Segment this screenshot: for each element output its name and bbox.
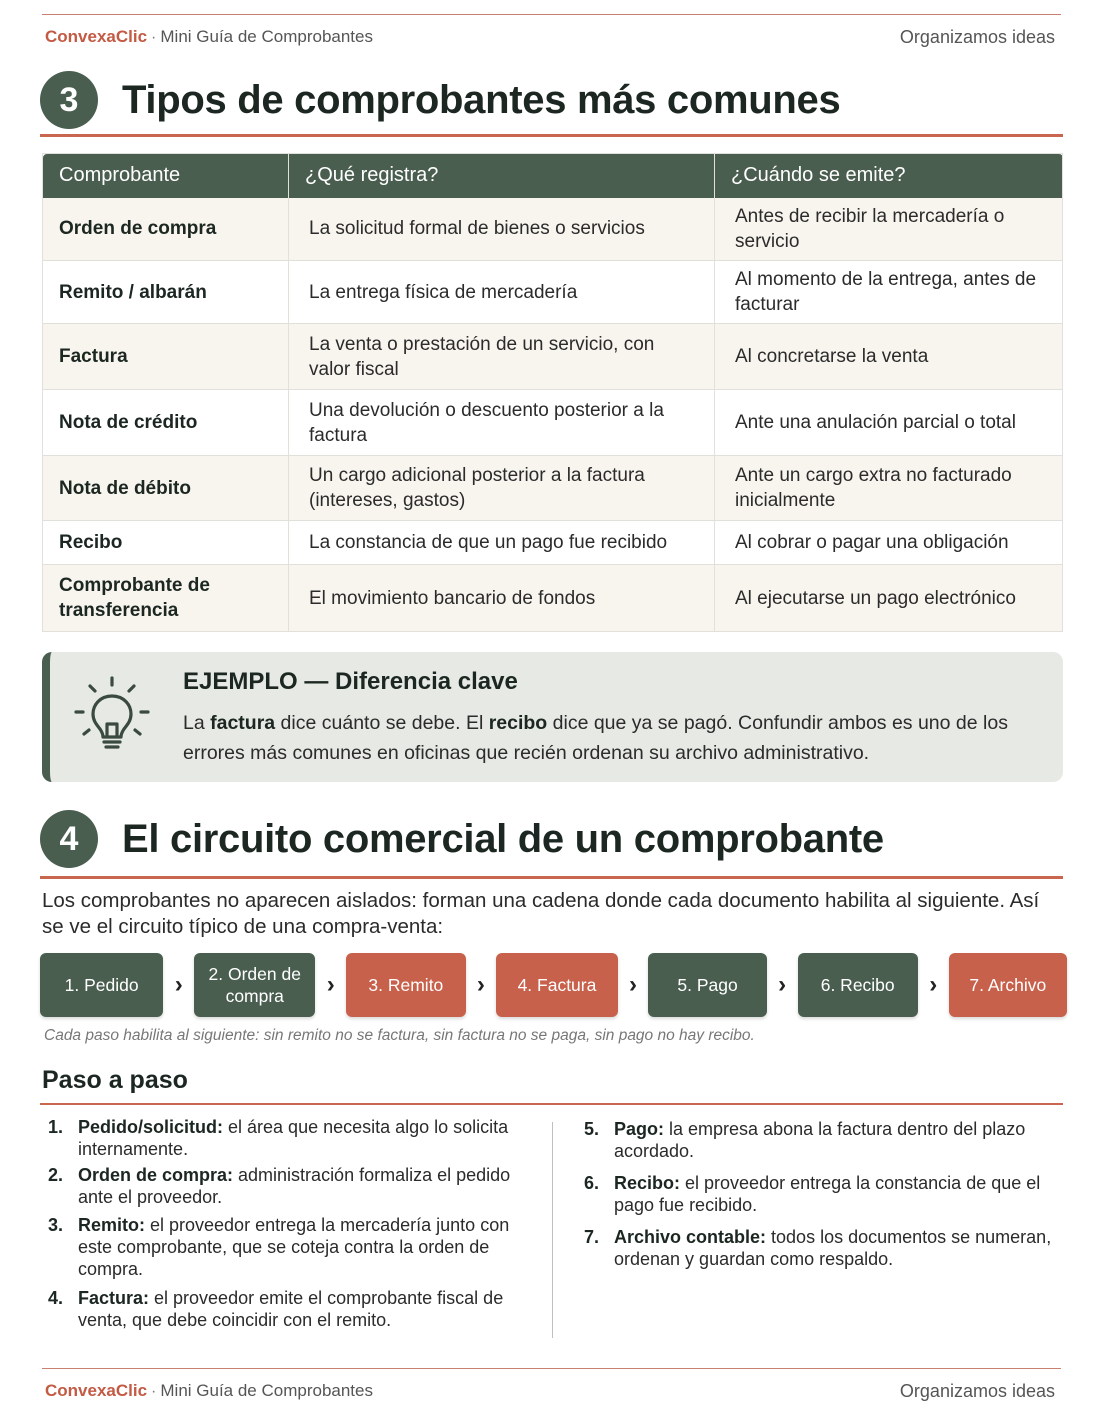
step-text: el proveedor entrega la mercadería junto con este comprobante, que se coteja contra la orden de compra. <box>78 1215 510 1279</box>
step-number: 5. <box>584 1119 600 1139</box>
step-term: Remito: <box>78 1215 145 1235</box>
table-cell: La venta o prestación de un servicio, con valor fiscal <box>289 324 715 390</box>
comprobantes-table <box>42 153 1063 632</box>
section-4-heading <box>40 810 1063 868</box>
example-text-part: La <box>183 712 211 734</box>
column-header: Comprobante <box>43 154 289 198</box>
list-item <box>44 1214 524 1280</box>
example-text <box>183 708 1039 768</box>
flow-step-recibo: 6. Recibo <box>798 953 918 1017</box>
flow-step-archivo: 7. Archivo <box>949 953 1067 1017</box>
table-cell: La entrega física de mercadería <box>289 261 715 324</box>
flow-note: Cada paso habilita al siguiente: sin remito no se factura, sin factura no se paga, sin pago no hay recibo. <box>44 1027 755 1044</box>
flow-step-remito: 3. Remito <box>346 953 465 1017</box>
step-text: el área que necesita algo lo solicita internamente. <box>78 1117 509 1159</box>
step-term: Pedido/solicitud: <box>78 1117 224 1137</box>
flow-step-pago: 5. Pago <box>648 953 766 1017</box>
list-item <box>580 1118 1065 1162</box>
header-tagline: Organizamos ideas <box>899 26 1055 47</box>
chevron-right-icon: › <box>629 971 638 998</box>
step-term: Factura: <box>78 1288 150 1308</box>
page-header <box>45 24 1055 50</box>
example-term-factura: factura <box>210 712 276 734</box>
example-text-part: dice que ya se pagó. Confundir ambos es uno de los errores más comunes en oficinas que recién ordenan su archivo administrativo. <box>183 712 1008 764</box>
chevron-right-icon: › <box>778 971 787 998</box>
table-cell: Al cobrar o pagar una obligación <box>715 521 1063 565</box>
list-item <box>44 1164 524 1208</box>
step-text: todos los documentos se numeran, ordenan y guardan como respaldo. <box>614 1227 1052 1269</box>
section-title: El circuito comercial de un comprobante <box>122 816 884 861</box>
guide-title: Mini Guía de Comprobantes <box>160 1381 373 1400</box>
step-number: 4. <box>48 1288 64 1308</box>
list-item <box>580 1172 1065 1216</box>
step-number: 7. <box>584 1227 600 1247</box>
table-row <box>43 261 1063 324</box>
table-cell: El movimiento bancario de fondos <box>289 565 715 632</box>
flow-step-factura: 4. Factura <box>496 953 617 1017</box>
circuit-flow <box>40 953 1067 1017</box>
table-cell: Nota de débito <box>43 456 289 521</box>
table-cell: La constancia de que un pago fue recibido <box>289 521 715 565</box>
header-rule <box>42 14 1061 15</box>
step-number: 1. <box>48 1117 64 1137</box>
section-number: 3 <box>40 71 98 129</box>
list-item <box>44 1287 524 1331</box>
table-row <box>43 521 1063 565</box>
step-number: 3. <box>48 1215 64 1235</box>
steps-list-left <box>44 1116 524 1331</box>
table-cell: La solicitud formal de bienes o servicios <box>289 198 715 261</box>
footer-rule <box>42 1368 1061 1369</box>
list-item <box>580 1226 1065 1270</box>
section-title: Tipos de comprobantes más comunes <box>122 77 841 122</box>
table-header-row <box>43 154 1063 198</box>
step-text: administración formaliza el pedido ante el proveedor. <box>78 1165 511 1207</box>
step-number: 2. <box>48 1165 64 1185</box>
header-left <box>45 27 373 47</box>
table-cell: Ante un cargo extra no facturado inicialmente <box>715 456 1063 521</box>
lightbulb-icon <box>72 674 152 754</box>
step-text: el proveedor entrega la constancia de que el pago fue recibido. <box>614 1173 1041 1215</box>
circuit-intro: Los comprobantes no aparecen aislados: forman una cadena donde cada documento habilita al siguiente. Así se ve el circuito típico de una compra-venta: <box>42 889 1040 938</box>
step-term: Orden de compra: <box>78 1165 234 1185</box>
example-term-recibo: recibo <box>488 712 548 734</box>
flow-step-pedido: 1. Pedido <box>40 953 163 1017</box>
paso-rule <box>40 1103 1063 1105</box>
chevron-right-icon: › <box>326 971 335 998</box>
table-cell: Ante una anulación parcial o total <box>715 390 1063 456</box>
step-term: Recibo: <box>614 1173 681 1193</box>
steps-list-right <box>580 1118 1065 1270</box>
table-cell: Antes de recibir la mercadería o servicio <box>715 198 1063 261</box>
step-number: 6. <box>584 1173 600 1193</box>
table-cell: Al ejecutarse un pago electrónico <box>715 565 1063 632</box>
footer-left <box>45 1381 373 1401</box>
footer-tagline: Organizamos ideas <box>899 1380 1055 1401</box>
table-cell: Recibo <box>43 521 289 565</box>
example-title: EJEMPLO — Diferencia clave <box>183 668 518 695</box>
table-cell: Un cargo adicional posterior a la factura (intereses, gastos) <box>289 456 715 521</box>
brand-name: ConvexaClic <box>45 27 148 46</box>
table-cell: Nota de crédito <box>43 390 289 456</box>
table-cell: Al momento de la entrega, antes de facturar <box>715 261 1063 324</box>
column-header: ¿Cuándo se emite? <box>715 154 1063 198</box>
section-number: 4 <box>40 810 98 868</box>
paso-a-paso-title: Paso a paso <box>42 1066 188 1094</box>
example-callout <box>42 652 1063 782</box>
brand-name: ConvexaClic <box>45 1381 148 1400</box>
chevron-right-icon: › <box>174 971 183 998</box>
table-cell: Remito / albarán <box>43 261 289 324</box>
example-text-part: dice cuánto se debe. El <box>275 712 489 734</box>
flow-step-orden-de-compra: 2. Orden de compra <box>194 953 315 1017</box>
table-row <box>43 324 1063 390</box>
footer-separator: · <box>151 1383 157 1400</box>
step-text: la empresa abona la factura dentro del plazo acordado. <box>614 1119 1026 1161</box>
table-row <box>43 456 1063 521</box>
column-divider <box>552 1122 553 1338</box>
table-cell: Factura <box>43 324 289 390</box>
column-header: ¿Qué registra? <box>289 154 715 198</box>
step-term: Archivo contable: <box>614 1227 767 1247</box>
chevron-right-icon: › <box>476 971 485 998</box>
step-term: Pago: <box>614 1119 665 1139</box>
table-row <box>43 390 1063 456</box>
table-row <box>43 198 1063 261</box>
section-rule <box>40 134 1063 137</box>
step-text: el proveedor emite el comprobante fiscal de venta, que debe coincidir con el remito. <box>78 1288 504 1330</box>
section-rule <box>40 876 1063 879</box>
table-cell: Orden de compra <box>43 198 289 261</box>
table-cell: Al concretarse la venta <box>715 324 1063 390</box>
section-3-heading <box>40 71 1063 129</box>
list-item <box>44 1116 524 1160</box>
page-footer <box>45 1378 1055 1404</box>
chevron-right-icon: › <box>929 971 938 998</box>
guide-title: Mini Guía de Comprobantes <box>160 27 373 46</box>
table-cell: Comprobante de transferencia <box>43 565 289 632</box>
table-cell: Una devolución o descuento posterior a la factura <box>289 390 715 456</box>
header-separator: · <box>151 29 157 46</box>
table-row <box>43 565 1063 632</box>
